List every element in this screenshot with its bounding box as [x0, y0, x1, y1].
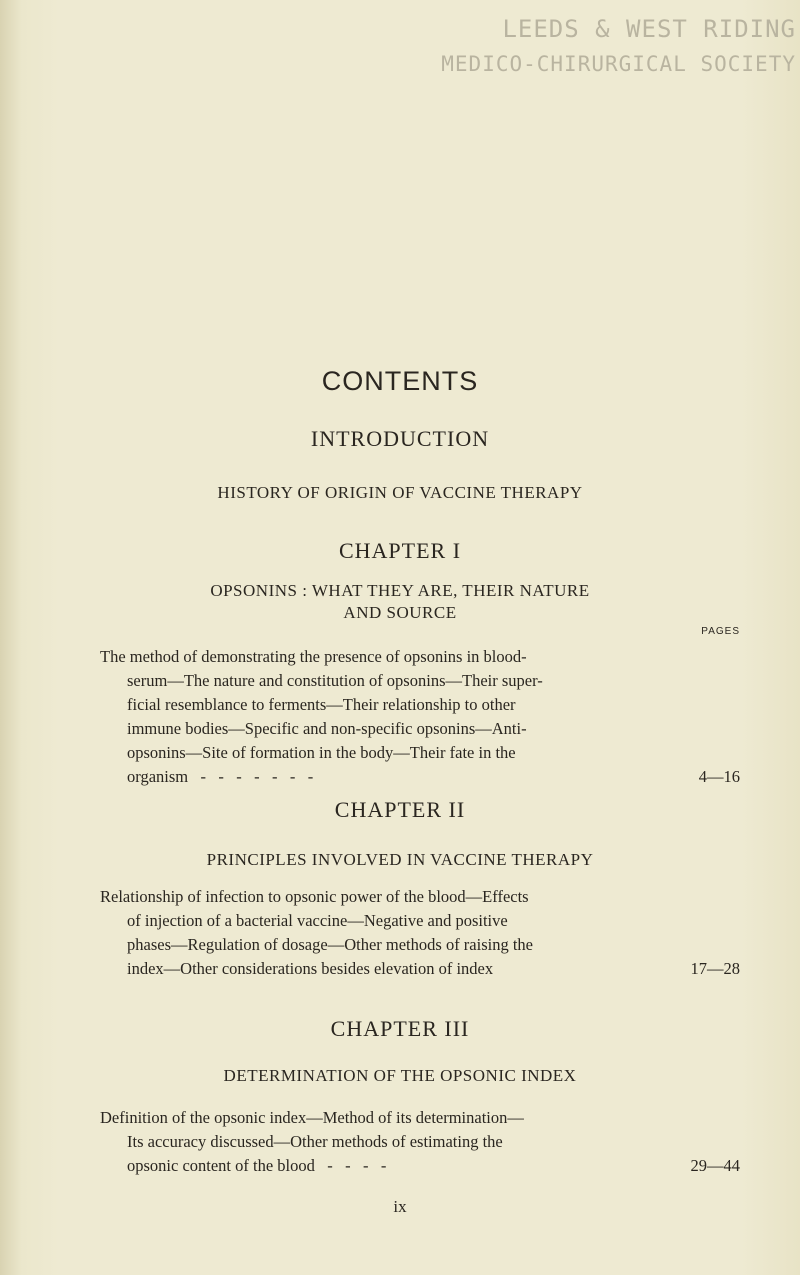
chapter-1-line-4: immune bodies—Specific and non-specific opsonins—Anti-	[127, 719, 527, 738]
introduction-heading: INTRODUCTION	[310, 426, 490, 451]
chapter-2-heading: CHAPTER II	[334, 797, 466, 822]
contents-title: CONTENTS	[321, 366, 479, 396]
introduction-subtitle: HISTORY OF ORIGIN OF VACCINE THERAPY	[217, 483, 583, 502]
chapter-2-line-1: Relationship of infection to opsonic power of the blood—Effects	[100, 887, 529, 906]
pages-column-label: PAGES	[701, 626, 740, 637]
chapter-2-summary	[100, 885, 740, 981]
chapter-1-heading: CHAPTER I	[338, 538, 462, 563]
chapter-1-title-line-1: OPSONINS : WHAT THEY ARE, THEIR NATURE	[210, 581, 590, 600]
chapter-2-pages: 17—28	[690, 959, 740, 978]
chapter-3-line-3: opsonic content of the blood - - - -	[127, 1156, 387, 1175]
chapter-1-line-2: serum—The nature and constitution of opsonins—Their super-	[127, 671, 543, 690]
chapter-2-line-3: phases—Regulation of dosage—Other methods of raising the	[127, 935, 533, 954]
library-stamp	[441, 14, 796, 78]
stamp-line-2: MEDICO-CHIRURGICAL SOCIETY	[441, 52, 796, 76]
chapter-1-line-1: The method of demonstrating the presence of opsonins in blood-	[100, 647, 527, 666]
chapter-3-summary	[100, 1106, 740, 1178]
chapter-1-line-5: opsonins—Site of formation in the body—Their fate in the	[127, 743, 516, 762]
stamp-line-1: LEEDS & WEST RIDING	[502, 15, 796, 43]
chapter-1-line-6: organism - - - - - - -	[127, 767, 314, 786]
chapter-3-heading: CHAPTER III	[330, 1016, 470, 1041]
chapter-1-pages: 4—16	[698, 767, 740, 786]
chapter-2-line-4: index—Other considerations besides elevation of index	[127, 959, 494, 978]
page-number: ix	[393, 1197, 407, 1216]
chapter-3-line-2: Its accuracy discussed—Other methods of estimating the	[127, 1132, 503, 1151]
chapter-3-line-1: Definition of the opsonic index—Method of its determination—	[100, 1108, 524, 1127]
chapter-1-summary	[100, 645, 740, 789]
chapter-1-line-3: ficial resemblance to ferments—Their relationship to other	[127, 695, 516, 714]
chapter-2-line-2: of injection of a bacterial vaccine—Negative and positive	[127, 911, 508, 930]
chapter-1-title-line-2: AND SOURCE	[343, 603, 457, 622]
chapter-3-title: DETERMINATION OF THE OPSONIC INDEX	[223, 1066, 577, 1085]
chapter-3-pages: 29—44	[690, 1156, 740, 1175]
chapter-2-title: PRINCIPLES INVOLVED IN VACCINE THERAPY	[206, 850, 594, 869]
